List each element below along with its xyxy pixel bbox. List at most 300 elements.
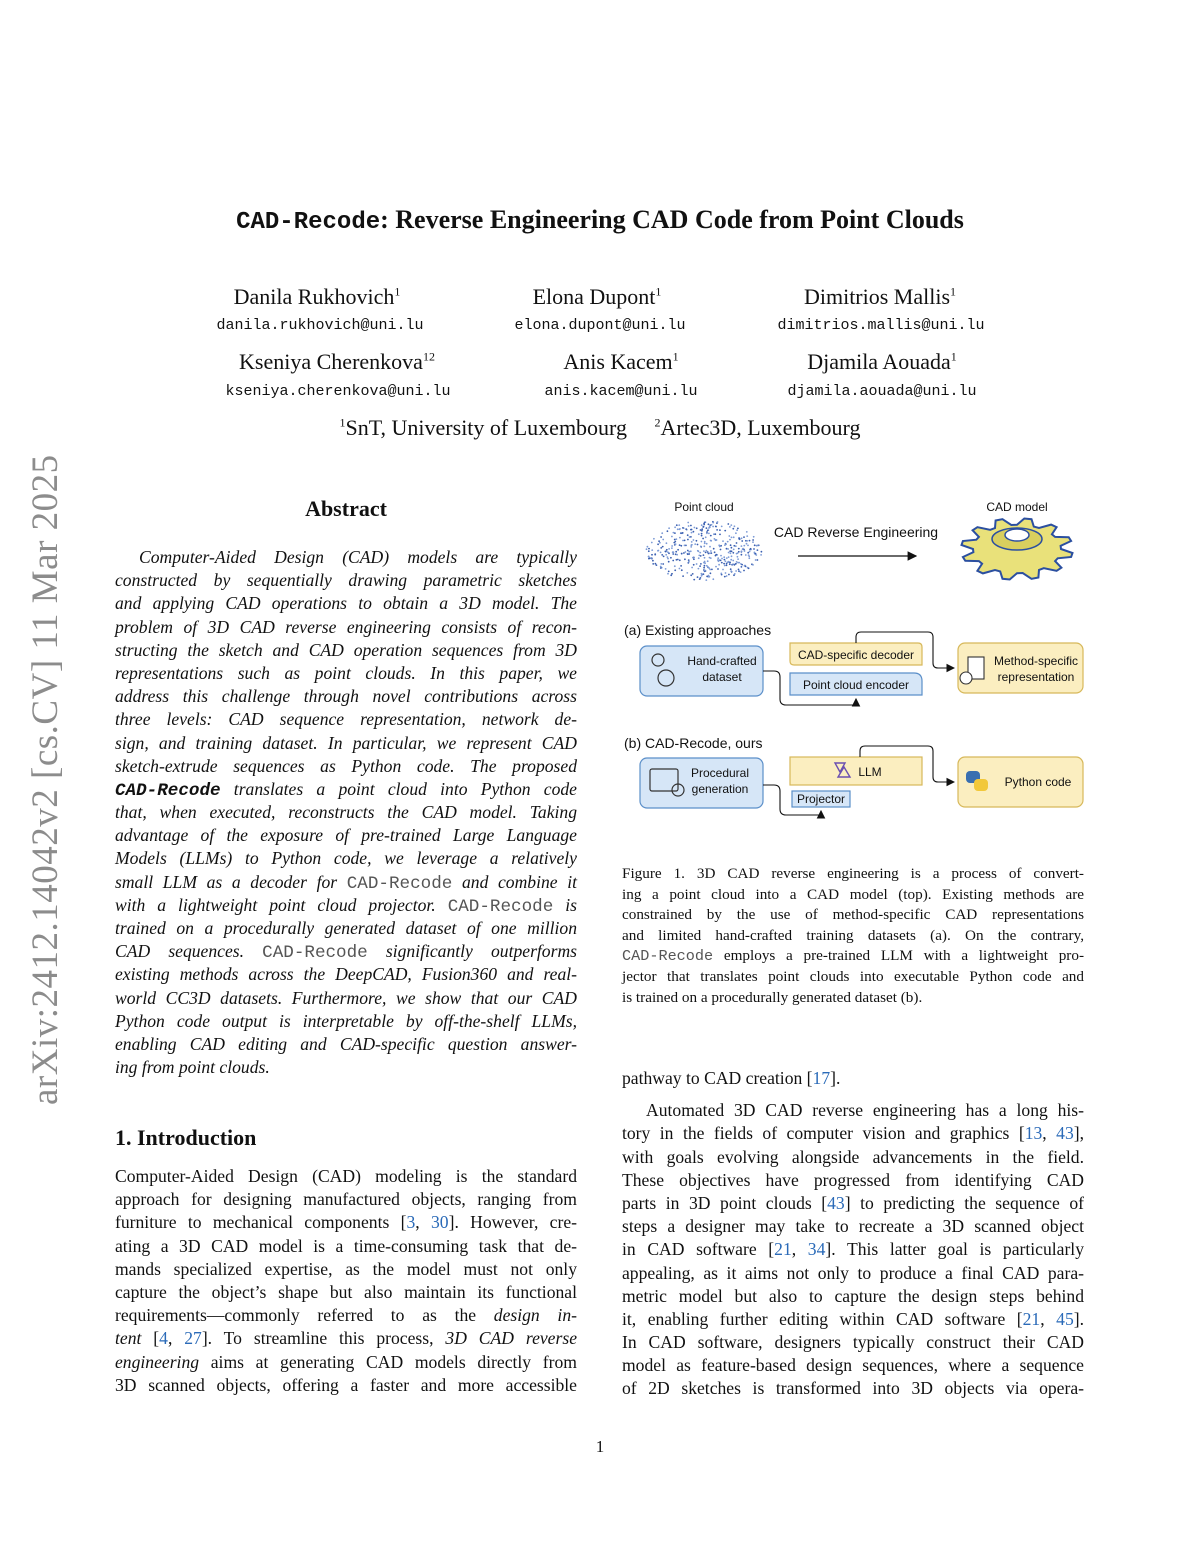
point-cloud-dot	[703, 562, 705, 564]
point-cloud-dot	[720, 545, 722, 547]
abstract-line: and applying CAD operations to obtain a 3D model. The	[115, 593, 577, 614]
intro-line: 3D scanned objects, offering a faster and more accessible	[115, 1374, 577, 1395]
intro-body	[115, 1165, 577, 1397]
point-cloud-dot	[708, 523, 710, 525]
section-a-label: (a) Existing approaches	[624, 622, 772, 638]
point-cloud-dot	[698, 533, 700, 535]
body-line: Automated 3D CAD reverse engineering has a long his-	[646, 1100, 1084, 1121]
point-cloud-dot	[680, 545, 682, 547]
point-cloud-dot	[706, 543, 708, 545]
abstract-line: problem of 3D CAD reverse engineering consists of recon-	[115, 616, 577, 637]
point-cloud-dot	[741, 564, 743, 566]
point-cloud-dot	[685, 528, 687, 530]
section-heading: 1. Introduction	[115, 1125, 257, 1150]
point-cloud-dot	[732, 528, 734, 530]
box-label: Python code	[1004, 775, 1072, 789]
point-cloud-dot	[648, 548, 650, 550]
point-cloud-dot	[675, 543, 677, 545]
body-line: model as feature-based design sequences, where a sequence	[622, 1355, 1084, 1376]
body-line: it, enabling further editing within CAD software [21, 45].	[622, 1308, 1084, 1329]
point-cloud-dot	[741, 537, 743, 539]
point-cloud-dot	[686, 572, 688, 574]
method-specific-box	[958, 643, 1083, 693]
point-cloud-dot	[681, 553, 683, 555]
point-cloud-dot	[697, 576, 699, 578]
point-cloud-dot	[706, 576, 708, 578]
projector-box	[792, 791, 850, 807]
point-cloud-dot	[682, 540, 684, 542]
right-column-body	[622, 1067, 1084, 1401]
intro-line: furniture to mechanical components [3, 30]. However, cre-	[115, 1212, 577, 1233]
point-cloud-dot	[725, 543, 727, 545]
figure-caption	[622, 864, 1084, 1008]
point-cloud-dot	[676, 554, 678, 556]
point-cloud-dot	[677, 549, 679, 551]
paper-title	[0, 205, 1200, 236]
point-cloud-dot	[692, 557, 694, 559]
point-cloud-dot	[660, 552, 662, 554]
point-cloud-dot	[754, 544, 756, 546]
body-line: steps a designer may take to recreate a 3D scanned object	[622, 1216, 1084, 1237]
point-cloud-dot	[757, 559, 759, 561]
abstract-line: three levels: CAD sequence representation, network de-	[115, 709, 577, 730]
point-cloud-dot	[735, 563, 737, 565]
point-cloud-dot	[746, 540, 748, 542]
point-cloud-dot	[690, 536, 692, 538]
point-cloud-dot	[712, 578, 714, 580]
point-cloud-dot	[749, 551, 751, 553]
caption-line: CAD-Recode employs a pre-trained LLM with a lightweight pro-	[622, 947, 1084, 966]
point-cloud-dot	[647, 546, 649, 548]
point-cloud-dot	[693, 558, 695, 560]
point-cloud-dot	[701, 575, 703, 577]
point-cloud-dot	[671, 547, 673, 549]
point-cloud-dot	[729, 563, 731, 565]
point-cloud-dot	[757, 549, 759, 551]
body-line: of 2D sketches is transformed into 3D objects via opera-	[622, 1378, 1084, 1399]
point-cloud-dot	[715, 554, 717, 556]
abstract-line: trained on a procedurally generated dataset of one million	[115, 918, 577, 938]
author-name: Elona Dupont$^1$	[532, 284, 662, 309]
point-cloud-dot	[693, 539, 695, 541]
point-cloud-dot	[682, 527, 684, 529]
author-name: Djamila Aouada$^1$	[807, 349, 957, 374]
point-cloud-dot	[720, 549, 722, 551]
point-cloud-dot	[706, 550, 708, 552]
point-cloud-dot	[668, 548, 670, 550]
point-cloud-dot	[724, 565, 726, 567]
point-cloud-dot	[682, 532, 684, 534]
point-cloud-dot	[750, 548, 752, 550]
point-cloud-dot	[688, 553, 690, 555]
point-cloud-dot	[672, 560, 674, 562]
point-cloud-dot	[701, 535, 703, 537]
point-cloud-dot	[745, 554, 747, 556]
author-name: Danila Rukhovich$^1$	[233, 284, 401, 309]
point-cloud-dot	[726, 575, 728, 577]
point-cloud-dot	[709, 546, 711, 548]
point-cloud-dot	[679, 559, 681, 561]
point-cloud-dot	[728, 574, 730, 576]
point-cloud-dot	[741, 550, 743, 552]
intro-line: requirements—commonly referred to as the design in-	[115, 1305, 577, 1326]
point-cloud-dot	[727, 541, 729, 543]
cad-model-label: CAD model	[986, 500, 1048, 514]
point-cloud-dot	[661, 554, 663, 556]
point-cloud-dot	[690, 544, 692, 546]
point-cloud-dot	[747, 552, 749, 554]
point-cloud-dot	[729, 539, 731, 541]
point-cloud-dot	[726, 564, 728, 566]
body-line: appealing, as it aims not only to produce a final CAD para-	[622, 1262, 1084, 1283]
point-cloud-dot	[691, 532, 693, 534]
point-cloud-dot	[710, 572, 712, 574]
box-label-line: Method-specific	[993, 654, 1079, 668]
page-number: 1	[595, 1437, 605, 1456]
point-cloud-dot	[718, 564, 720, 566]
point-cloud-dot	[723, 563, 725, 565]
point-cloud-dot	[760, 554, 762, 556]
point-cloud-dot	[726, 548, 728, 550]
point-cloud-dot	[673, 542, 675, 544]
point-cloud-dot	[684, 545, 686, 547]
point-cloud-dot	[752, 539, 754, 541]
point-cloud-dot	[687, 522, 689, 524]
point-cloud-dot	[687, 534, 689, 536]
point-cloud-dot	[705, 552, 707, 554]
point-cloud-dot	[665, 554, 667, 556]
point-cloud-dot	[648, 556, 650, 558]
point-cloud-dot	[698, 555, 700, 557]
point-cloud-dot	[715, 526, 717, 528]
point-cloud-dot	[726, 557, 728, 559]
point-cloud-dot	[748, 557, 750, 559]
point-cloud-dot	[704, 542, 706, 544]
abstract-line: sketch-extrude sequences as Python code. The proposed	[115, 755, 577, 776]
point-cloud-dot	[674, 539, 676, 541]
caption-line: is trained on a procedurally generated dataset (b).	[622, 988, 923, 1006]
caption-line: jector that translates point clouds into executable Python code and	[622, 967, 1084, 985]
point-cloud-dot	[703, 526, 705, 528]
point-cloud-dot	[651, 542, 653, 544]
point-cloud-dot	[658, 550, 660, 552]
point-cloud-dot	[717, 557, 719, 559]
point-cloud-dot	[734, 525, 736, 527]
caption-line: constrained by the use of method-specific CAD representations	[622, 906, 1084, 924]
point-cloud-dot	[653, 538, 655, 540]
box-label: LLM	[858, 765, 882, 779]
point-cloud-dot	[703, 573, 705, 575]
point-cloud-dot	[700, 546, 702, 548]
point-cloud-dot	[730, 552, 732, 554]
point-cloud-dot	[729, 526, 731, 528]
point-cloud-dot	[665, 568, 667, 570]
point-cloud-dot	[720, 573, 722, 575]
point-cloud-dot	[728, 561, 730, 563]
hand-crafted-dataset-box	[640, 646, 763, 696]
abstract-line: representations such as point clouds. In this paper, we	[115, 662, 577, 683]
point-cloud-dot	[732, 552, 734, 554]
point-cloud-dot	[693, 564, 695, 566]
point-cloud-dot	[713, 548, 715, 550]
point-cloud-dot	[712, 526, 714, 528]
point-cloud-dot	[660, 547, 662, 549]
author-email[interactable]: dimitrios.mallis@uni.lu	[777, 317, 985, 334]
abstract-line: world CC3D datasets. Furthermore, we show that our CAD	[115, 987, 577, 1008]
point-cloud-dot	[746, 543, 748, 545]
point-cloud-dot	[735, 570, 737, 572]
point-cloud-dot	[733, 545, 735, 547]
point-cloud-dot	[696, 527, 698, 529]
point-cloud-dot	[703, 545, 705, 547]
point-cloud-dot	[747, 545, 749, 547]
point-cloud-dot	[706, 527, 708, 529]
arxiv-stamp: arXiv:2412.14042v2 [cs.CV] 11 Mar 2025	[25, 454, 66, 1105]
point-cloud-dot	[674, 532, 676, 534]
point-cloud-dot	[697, 544, 699, 546]
point-cloud-dot	[660, 536, 662, 538]
point-cloud-dot	[704, 570, 706, 572]
author-email[interactable]: anis.kacem@uni.lu	[544, 383, 698, 400]
author-email[interactable]: djamila.aouada@uni.lu	[787, 383, 977, 400]
author-email[interactable]: kseniya.cherenkova@uni.lu	[225, 383, 451, 400]
point-cloud-dot	[671, 545, 673, 547]
point-cloud-dot	[721, 526, 723, 528]
abstract-line: Computer-Aided Design (CAD) models are typically	[139, 547, 577, 567]
author-email[interactable]: elona.dupont@uni.lu	[514, 317, 686, 334]
point-cloud-dot	[717, 568, 719, 570]
point-cloud-dot	[651, 554, 653, 556]
procedural-generation-box	[640, 758, 763, 808]
point-cloud-dot	[662, 563, 664, 565]
llm-box	[790, 757, 922, 785]
point-cloud-dot	[724, 576, 726, 578]
point-cloud-dot	[730, 559, 732, 561]
point-cloud-dot	[668, 561, 670, 563]
body-line: metric model but also to capture the design steps behind	[622, 1285, 1084, 1306]
point-cloud-dot	[733, 536, 735, 538]
cad-decoder-box	[790, 643, 922, 665]
point-cloud-dot	[692, 573, 694, 575]
point-cloud-dot	[719, 534, 721, 536]
point-cloud-dot	[714, 538, 716, 540]
point-cloud-dot	[722, 540, 724, 542]
point-cloud-dot	[667, 558, 669, 560]
point-cloud-dot	[660, 563, 662, 565]
point-cloud-dot	[672, 553, 674, 555]
point-cloud-dot	[716, 529, 718, 531]
point-cloud-dot	[698, 568, 700, 570]
point-cloud-dot	[737, 558, 739, 560]
point-cloud-dot	[737, 562, 739, 564]
point-cloud-dot	[748, 567, 750, 569]
point-cloud-dot	[730, 570, 732, 572]
body-line: pathway to CAD creation [17].	[622, 1068, 841, 1088]
point-cloud-dot	[668, 571, 670, 573]
point-cloud-dot	[672, 551, 674, 553]
point-cloud-dot	[737, 528, 739, 530]
point-cloud-dot	[736, 542, 738, 544]
point-cloud-dot	[701, 524, 703, 526]
point-cloud-dot	[718, 560, 720, 562]
point-cloud-dot	[680, 532, 682, 534]
point-cloud-dot	[679, 544, 681, 546]
point-cloud-dot	[743, 536, 745, 538]
point-cloud-dot	[707, 530, 709, 532]
point-cloud-dot	[661, 532, 663, 534]
body-line: in CAD software [21, 34]. This latter goal is particularly	[622, 1239, 1084, 1260]
point-cloud-dot	[688, 559, 690, 561]
title-rest: : Reverse Engineering CAD Code from Point Clouds	[380, 205, 964, 234]
point-cloud-dot	[738, 548, 740, 550]
intro-line: tent [4, 27]. To streamline this process, 3D CAD reverse	[115, 1328, 577, 1349]
point-cloud-dot	[708, 567, 710, 569]
point-cloud-dot	[667, 551, 669, 553]
point-cloud-dot	[690, 529, 692, 531]
box-label-line: Procedural	[690, 766, 750, 780]
point-cloud-dot	[704, 557, 706, 559]
box-label-line: dataset	[702, 670, 742, 684]
point-cloud-dot	[736, 529, 738, 531]
point-cloud-dot	[711, 524, 713, 526]
point-cloud-dot	[755, 554, 757, 556]
body-line: with goals evolving alongside advancements in the field.	[622, 1146, 1084, 1167]
point-cloud-dot	[719, 529, 721, 531]
point-cloud-dot	[709, 557, 711, 559]
abstract-line: Python code output is interpretable by off-the-shelf LLMs,	[115, 1010, 577, 1031]
reverse-engineering-label: CAD Reverse Engineering	[773, 524, 939, 540]
abstract-line: Models (LLMs) to Python code, we leverage a relatively	[115, 848, 577, 869]
point-cloud-dot	[703, 567, 705, 569]
point-cloud-dot	[746, 531, 748, 533]
point-cloud-dot	[740, 571, 742, 573]
intro-line: mands specialized expertise, as the model must not only	[115, 1258, 577, 1279]
point-cloud-dot	[727, 548, 729, 550]
point-cloud-dot	[682, 575, 684, 577]
author-email[interactable]: danila.rukhovich@uni.lu	[216, 317, 424, 334]
point-cloud-label: Point cloud	[674, 500, 734, 514]
box-label-line: representation	[997, 670, 1075, 684]
point-cloud-dot	[705, 579, 707, 581]
point-cloud-dot	[704, 541, 706, 543]
abstract-body	[115, 546, 577, 1079]
point-cloud-dot	[731, 537, 733, 539]
point-cloud-dot	[720, 560, 722, 562]
point-cloud-dot	[703, 554, 705, 556]
point-cloud-dot	[663, 556, 665, 558]
python-code-box	[958, 757, 1083, 807]
point-cloud-dot	[674, 565, 676, 567]
point-cloud-dot	[688, 551, 690, 553]
point-cloud-dot	[710, 535, 712, 537]
point-cloud-dot	[702, 538, 704, 540]
abstract-heading: Abstract	[305, 496, 387, 521]
point-cloud-dot	[709, 552, 711, 554]
point-cloud-dot	[728, 556, 730, 558]
point-cloud-image	[646, 521, 763, 581]
point-cloud-dot	[655, 563, 657, 565]
point-cloud-dot	[676, 524, 678, 526]
point-cloud-dot	[646, 548, 648, 550]
point-cloud-dot	[696, 540, 698, 542]
point-cloud-dot	[670, 557, 672, 559]
point-cloud-dot	[716, 539, 718, 541]
point-cloud-dot	[741, 540, 743, 542]
point-cloud-dot	[696, 563, 698, 565]
point-cloud-dot	[714, 551, 716, 553]
point-cloud-dot	[701, 541, 703, 543]
point-cloud-dot	[741, 566, 743, 568]
body-line: These objectives have progressed from identifying CAD	[622, 1169, 1084, 1190]
point-cloud-dot	[727, 523, 729, 525]
point-cloud-dot	[658, 540, 660, 542]
abstract-line: existing methods across the DeepCAD, Fusion360 and real-	[115, 964, 577, 985]
point-cloud-dot	[700, 563, 702, 565]
point-cloud-dot	[681, 569, 683, 571]
point-cloud-dot	[741, 554, 743, 556]
point-cloud-dot	[652, 563, 654, 565]
abstract-line: that, when executed, reconstructs the CAD model. Taking	[115, 802, 577, 823]
point-cloud-dot	[694, 527, 696, 529]
python-logo-icon	[974, 779, 988, 791]
point-cloud-dot	[666, 542, 668, 544]
point-cloud-dot	[662, 546, 664, 548]
point-cloud-dot	[704, 522, 706, 524]
point-cloud-dot	[687, 539, 689, 541]
section-b-label: (b) CAD-Recode, ours	[624, 735, 763, 751]
point-cloud-dot	[756, 545, 758, 547]
pc-encoder-box	[790, 673, 922, 695]
intro-line: approach for designing manufactured objects, ranging from	[115, 1189, 577, 1210]
point-cloud-dot	[712, 522, 714, 524]
point-cloud-dot	[724, 559, 726, 561]
point-cloud-dot	[728, 535, 730, 537]
point-cloud-dot	[731, 550, 733, 552]
point-cloud-dot	[706, 565, 708, 567]
point-cloud-dot	[734, 564, 736, 566]
point-cloud-dot	[701, 533, 703, 535]
point-cloud-dot	[674, 569, 676, 571]
point-cloud-dot	[676, 559, 678, 561]
point-cloud-dot	[699, 578, 701, 580]
point-cloud-dot	[735, 532, 737, 534]
point-cloud-dot	[651, 549, 653, 551]
point-cloud-dot	[660, 566, 662, 568]
point-cloud-dot	[732, 560, 734, 562]
point-cloud-dot	[671, 536, 673, 538]
point-cloud-dot	[651, 557, 653, 559]
point-cloud-dot	[730, 568, 732, 570]
point-cloud-dot	[688, 561, 690, 563]
point-cloud-dot	[743, 545, 745, 547]
point-cloud-dot	[699, 552, 701, 554]
point-cloud-dot	[687, 550, 689, 552]
point-cloud-dot	[745, 566, 747, 568]
point-cloud-dot	[752, 541, 754, 543]
point-cloud-dot	[710, 540, 712, 542]
point-cloud-dot	[701, 528, 703, 530]
title-code-name: CAD-Recode	[236, 209, 381, 236]
abstract-line: enabling CAD editing and CAD-specific question answer-	[115, 1033, 577, 1054]
point-cloud-dot	[737, 552, 739, 554]
point-cloud-dot	[674, 526, 676, 528]
point-cloud-dot	[733, 549, 735, 551]
point-cloud-dot	[691, 567, 693, 569]
point-cloud-dot	[739, 538, 741, 540]
point-cloud-dot	[722, 569, 724, 571]
point-cloud-dot	[729, 562, 731, 564]
point-cloud-dot	[679, 537, 681, 539]
